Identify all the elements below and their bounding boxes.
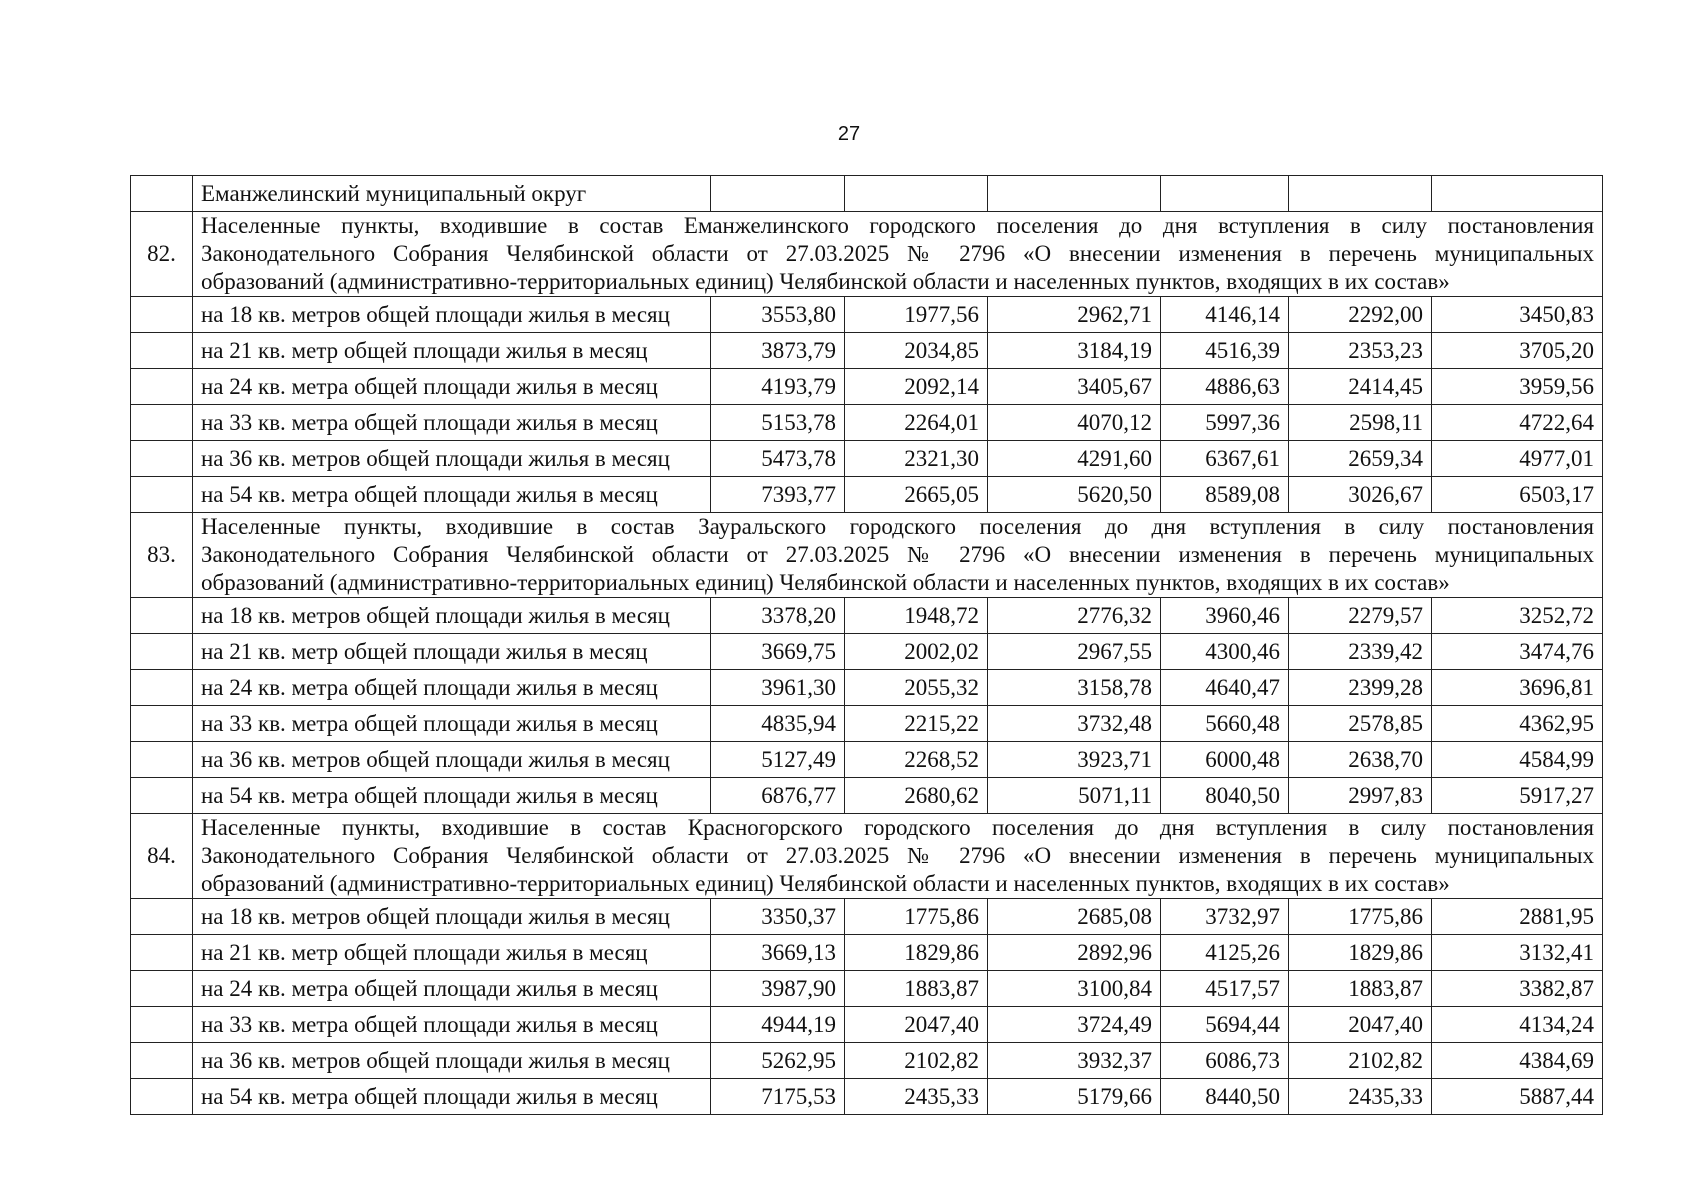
value-cell: 2659,34 [1289, 441, 1432, 477]
value-cell: 6367,61 [1161, 441, 1289, 477]
row-label: на 33 кв. метра общей площади жилья в месяц [193, 1007, 711, 1043]
section-description-line: Населенные пункты, входившие в состав Зауральского городского поселения до дня вступления в силу постановления [201, 514, 1594, 539]
value-cell: 2680,62 [845, 778, 988, 814]
value-cell: 2279,57 [1289, 598, 1432, 634]
row-label: на 54 кв. метра общей площади жилья в месяц [193, 1079, 711, 1115]
value-cell: 2598,11 [1289, 405, 1432, 441]
value-cell: 4835,94 [711, 706, 845, 742]
row-label: на 24 кв. метра общей площади жилья в месяц [193, 670, 711, 706]
row-label: на 33 кв. метра общей площади жилья в месяц [193, 405, 711, 441]
table-row [131, 706, 1603, 742]
district-num-cell [131, 176, 193, 212]
value-cell: 4125,26 [1161, 935, 1289, 971]
row-label: на 36 кв. метров общей площади жилья в месяц [193, 1043, 711, 1079]
value-cell: 3873,79 [711, 333, 845, 369]
tariff-table [130, 175, 1603, 1115]
value-cell: 3705,20 [1432, 333, 1603, 369]
value-cell: 1883,87 [1289, 971, 1432, 1007]
value-cell: 6000,48 [1161, 742, 1289, 778]
value-cell: 2776,32 [988, 598, 1161, 634]
value-cell: 2665,05 [845, 477, 988, 513]
value-cell: 3132,41 [1432, 935, 1603, 971]
value-cell: 4384,69 [1432, 1043, 1603, 1079]
value-cell: 2055,32 [845, 670, 988, 706]
value-cell: 2339,42 [1289, 634, 1432, 670]
value-cell: 3553,80 [711, 297, 845, 333]
value-cell: 4134,24 [1432, 1007, 1603, 1043]
value-cell: 4291,60 [988, 441, 1161, 477]
row-num-cell [131, 333, 193, 369]
section-header-row [131, 212, 1603, 297]
value-cell: 3158,78 [988, 670, 1161, 706]
value-cell: 7393,77 [711, 477, 845, 513]
table-row [131, 598, 1603, 634]
section-description [193, 513, 1603, 598]
value-cell: 3450,83 [1432, 297, 1603, 333]
value-cell: 5620,50 [988, 477, 1161, 513]
section-description-line: Населенные пункты, входившие в состав Красногорского городского поселения до дня вступления в силу постановления [201, 815, 1594, 840]
value-cell: 4362,95 [1432, 706, 1603, 742]
section-description-line: Населенные пункты, входившие в состав Еманжелинского городского поселения до дня вступления в силу постановления [201, 213, 1594, 238]
value-cell: 3350,37 [711, 899, 845, 935]
section-header-row [131, 814, 1603, 899]
value-cell: 3987,90 [711, 971, 845, 1007]
row-num-cell [131, 405, 193, 441]
section-number: 82. [131, 212, 193, 297]
empty-cell [1432, 176, 1603, 212]
section-number: 84. [131, 814, 193, 899]
row-label: на 21 кв. метр общей площади жилья в месяц [193, 333, 711, 369]
value-cell: 4722,64 [1432, 405, 1603, 441]
row-label: на 54 кв. метра общей площади жилья в месяц [193, 477, 711, 513]
value-cell: 1829,86 [845, 935, 988, 971]
value-cell: 2002,02 [845, 634, 988, 670]
row-num-cell [131, 670, 193, 706]
table-row [131, 297, 1603, 333]
district-heading-row [131, 176, 1603, 212]
value-cell: 5071,11 [988, 778, 1161, 814]
row-label: на 24 кв. метра общей площади жилья в месяц [193, 369, 711, 405]
value-cell: 7175,53 [711, 1079, 845, 1115]
row-label: на 33 кв. метра общей площади жилья в месяц [193, 706, 711, 742]
value-cell: 4977,01 [1432, 441, 1603, 477]
value-cell: 4146,14 [1161, 297, 1289, 333]
section-description-line: образований (административно-территориальных единиц) Челябинской области и населенных пунктов, входящих в их состав» [201, 269, 1450, 294]
value-cell: 2881,95 [1432, 899, 1603, 935]
section-description-line: Законодательного Собрания Челябинской области от 27.03.2025 № 2796 «О внесении изменения в перечень муниципальных [201, 241, 1594, 266]
empty-cell [988, 176, 1161, 212]
value-cell: 5887,44 [1432, 1079, 1603, 1115]
row-num-cell [131, 1007, 193, 1043]
table-row [131, 778, 1603, 814]
value-cell: 3923,71 [988, 742, 1161, 778]
table-row [131, 405, 1603, 441]
value-cell: 1829,86 [1289, 935, 1432, 971]
value-cell: 3474,76 [1432, 634, 1603, 670]
value-cell: 2962,71 [988, 297, 1161, 333]
table-row [131, 670, 1603, 706]
table-row [131, 742, 1603, 778]
value-cell: 8040,50 [1161, 778, 1289, 814]
value-cell: 5262,95 [711, 1043, 845, 1079]
value-cell: 3669,75 [711, 634, 845, 670]
section-header-row [131, 513, 1603, 598]
section-description [193, 212, 1603, 297]
row-label: на 21 кв. метр общей площади жилья в месяц [193, 634, 711, 670]
table-row [131, 1007, 1603, 1043]
table-row [131, 333, 1603, 369]
value-cell: 2578,85 [1289, 706, 1432, 742]
value-cell: 2353,23 [1289, 333, 1432, 369]
row-label: на 36 кв. метров общей площади жилья в месяц [193, 441, 711, 477]
row-num-cell [131, 297, 193, 333]
section-number: 83. [131, 513, 193, 598]
value-cell: 2047,40 [845, 1007, 988, 1043]
row-label: на 18 кв. метров общей площади жилья в месяц [193, 297, 711, 333]
row-label: на 18 кв. метров общей площади жилья в месяц [193, 598, 711, 634]
row-num-cell [131, 706, 193, 742]
row-num-cell [131, 634, 193, 670]
value-cell: 3732,97 [1161, 899, 1289, 935]
empty-cell [1289, 176, 1432, 212]
row-num-cell [131, 1043, 193, 1079]
value-cell: 1775,86 [1289, 899, 1432, 935]
section-description-line: образований (административно-территориальных единиц) Челябинской области и населенных пунктов, входящих в их состав» [201, 570, 1450, 595]
value-cell: 4070,12 [988, 405, 1161, 441]
value-cell: 3961,30 [711, 670, 845, 706]
value-cell: 5153,78 [711, 405, 845, 441]
value-cell: 6086,73 [1161, 1043, 1289, 1079]
district-name: Еманжелинский муниципальный округ [193, 176, 711, 212]
value-cell: 3724,49 [988, 1007, 1161, 1043]
value-cell: 3669,13 [711, 935, 845, 971]
value-cell: 2264,01 [845, 405, 988, 441]
page-number: 27 [837, 123, 861, 145]
section-description-line: Законодательного Собрания Челябинской области от 27.03.2025 № 2796 «О внесении изменения в перечень муниципальных [201, 843, 1594, 868]
value-cell: 2435,33 [845, 1079, 988, 1115]
value-cell: 8440,50 [1161, 1079, 1289, 1115]
row-num-cell [131, 899, 193, 935]
row-num-cell [131, 778, 193, 814]
value-cell: 3378,20 [711, 598, 845, 634]
value-cell: 2102,82 [1289, 1043, 1432, 1079]
table-row [131, 369, 1603, 405]
table-row [131, 971, 1603, 1007]
value-cell: 4584,99 [1432, 742, 1603, 778]
value-cell: 2268,52 [845, 742, 988, 778]
row-num-cell [131, 477, 193, 513]
value-cell: 2638,70 [1289, 742, 1432, 778]
value-cell: 3382,87 [1432, 971, 1603, 1007]
section-description-line: образований (административно-территориальных единиц) Челябинской области и населенных пунктов, входящих в их состав» [201, 871, 1450, 896]
value-cell: 4944,19 [711, 1007, 845, 1043]
row-label: на 18 кв. метров общей площади жилья в месяц [193, 899, 711, 935]
row-label: на 21 кв. метр общей площади жилья в месяц [193, 935, 711, 971]
value-cell: 4640,47 [1161, 670, 1289, 706]
row-label: на 54 кв. метра общей площади жилья в месяц [193, 778, 711, 814]
value-cell: 3184,19 [988, 333, 1161, 369]
value-cell: 4300,46 [1161, 634, 1289, 670]
value-cell: 3932,37 [988, 1043, 1161, 1079]
table-row [131, 1079, 1603, 1115]
value-cell: 1883,87 [845, 971, 988, 1007]
value-cell: 3100,84 [988, 971, 1161, 1007]
value-cell: 2292,00 [1289, 297, 1432, 333]
value-cell: 4516,39 [1161, 333, 1289, 369]
value-cell: 1948,72 [845, 598, 988, 634]
value-cell: 4193,79 [711, 369, 845, 405]
value-cell: 2034,85 [845, 333, 988, 369]
value-cell: 2685,08 [988, 899, 1161, 935]
table-row [131, 634, 1603, 670]
value-cell: 5179,66 [988, 1079, 1161, 1115]
section-description [193, 814, 1603, 899]
table-row [131, 935, 1603, 971]
value-cell: 6876,77 [711, 778, 845, 814]
value-cell: 2215,22 [845, 706, 988, 742]
row-num-cell [131, 935, 193, 971]
row-label: на 36 кв. метров общей площади жилья в месяц [193, 742, 711, 778]
table-row [131, 441, 1603, 477]
row-label: на 24 кв. метра общей площади жилья в месяц [193, 971, 711, 1007]
value-cell: 3252,72 [1432, 598, 1603, 634]
row-num-cell [131, 971, 193, 1007]
value-cell: 4517,57 [1161, 971, 1289, 1007]
value-cell: 2997,83 [1289, 778, 1432, 814]
empty-cell [711, 176, 845, 212]
value-cell: 2102,82 [845, 1043, 988, 1079]
value-cell: 2092,14 [845, 369, 988, 405]
value-cell: 2435,33 [1289, 1079, 1432, 1115]
section-description-line: Законодательного Собрания Челябинской области от 27.03.2025 № 2796 «О внесении изменения в перечень муниципальных [201, 542, 1594, 567]
value-cell: 2047,40 [1289, 1007, 1432, 1043]
value-cell: 6503,17 [1432, 477, 1603, 513]
row-num-cell [131, 598, 193, 634]
value-cell: 8589,08 [1161, 477, 1289, 513]
value-cell: 5997,36 [1161, 405, 1289, 441]
empty-cell [1161, 176, 1289, 212]
value-cell: 5127,49 [711, 742, 845, 778]
value-cell: 3026,67 [1289, 477, 1432, 513]
empty-cell [845, 176, 988, 212]
value-cell: 5660,48 [1161, 706, 1289, 742]
row-num-cell [131, 742, 193, 778]
value-cell: 1775,86 [845, 899, 988, 935]
table-body [131, 176, 1603, 1115]
row-num-cell [131, 369, 193, 405]
value-cell: 5917,27 [1432, 778, 1603, 814]
value-cell: 3732,48 [988, 706, 1161, 742]
value-cell: 3405,67 [988, 369, 1161, 405]
table-row [131, 1043, 1603, 1079]
value-cell: 2399,28 [1289, 670, 1432, 706]
value-cell: 1977,56 [845, 297, 988, 333]
value-cell: 2892,96 [988, 935, 1161, 971]
value-cell: 2321,30 [845, 441, 988, 477]
value-cell: 2414,45 [1289, 369, 1432, 405]
value-cell: 4886,63 [1161, 369, 1289, 405]
table-row [131, 477, 1603, 513]
value-cell: 3960,46 [1161, 598, 1289, 634]
value-cell: 5473,78 [711, 441, 845, 477]
row-num-cell [131, 441, 193, 477]
value-cell: 3696,81 [1432, 670, 1603, 706]
value-cell: 5694,44 [1161, 1007, 1289, 1043]
table-row [131, 899, 1603, 935]
row-num-cell [131, 1079, 193, 1115]
value-cell: 2967,55 [988, 634, 1161, 670]
value-cell: 3959,56 [1432, 369, 1603, 405]
